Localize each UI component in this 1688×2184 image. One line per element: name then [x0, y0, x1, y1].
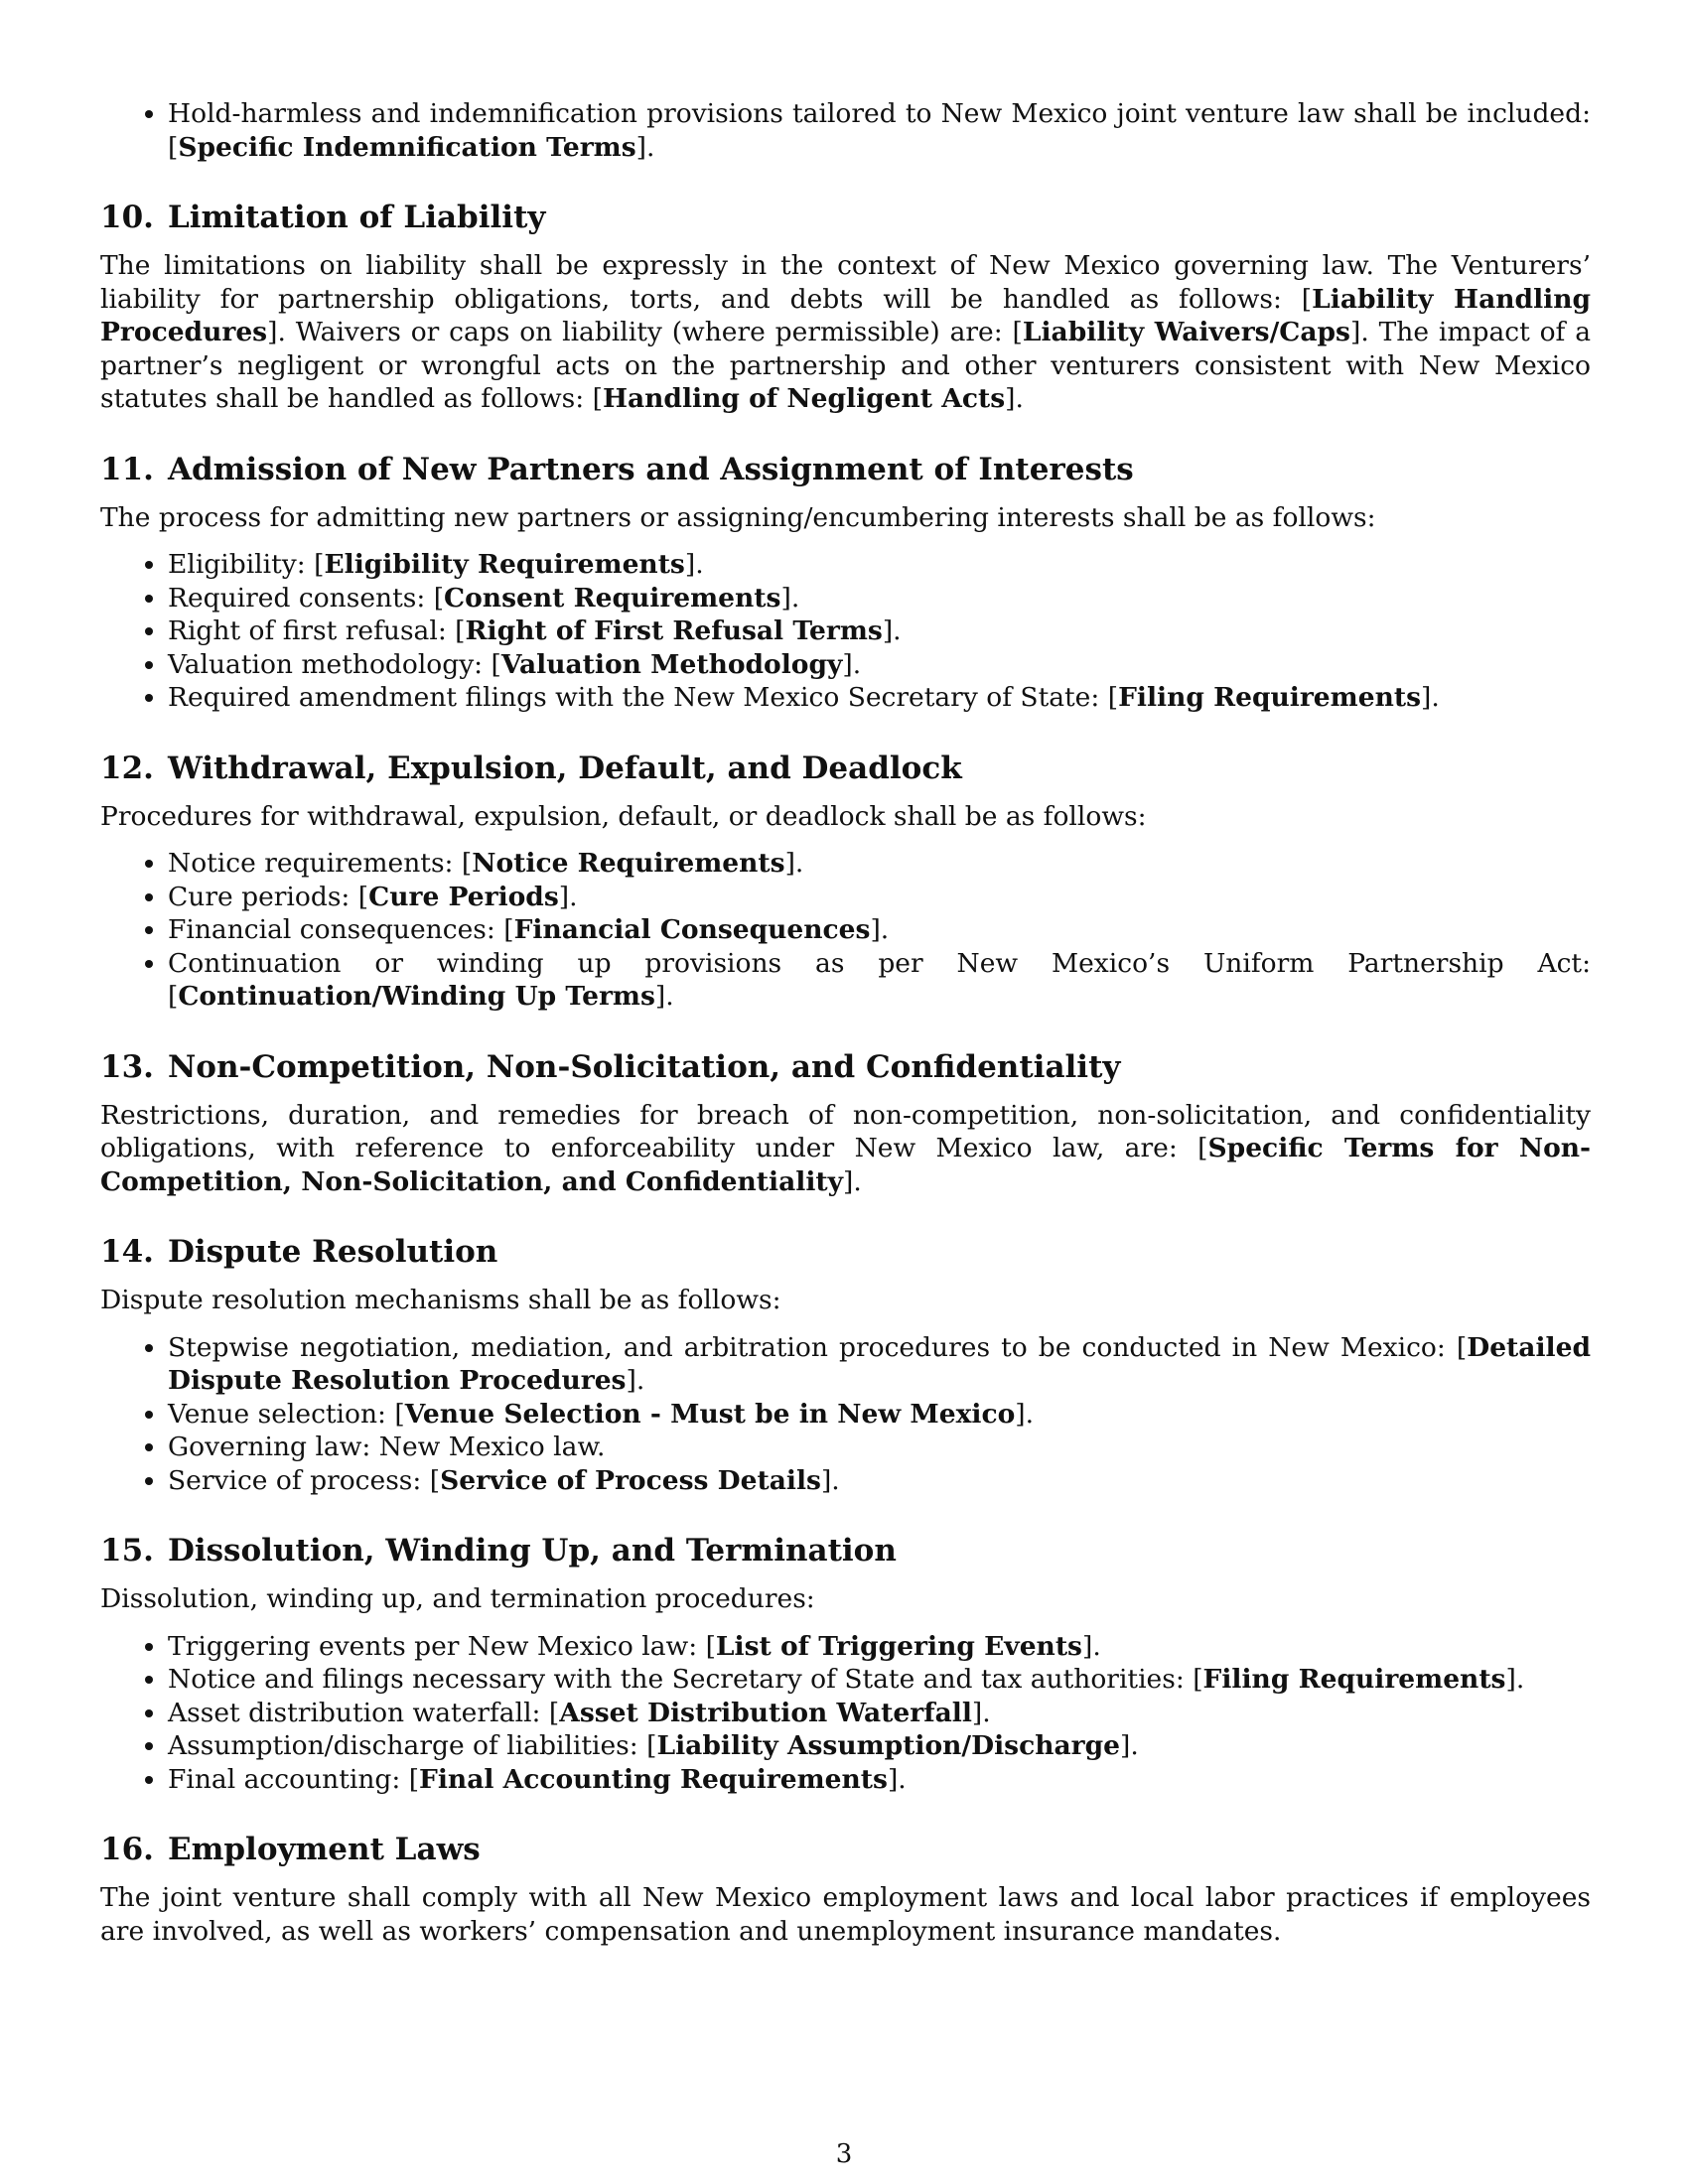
section-paragraph: The joint venture shall comply with all New Mexico employment laws and local labor practices if employees are involved, as well as workers’ compensation and unemployment insurance mandates. [100, 1882, 1591, 1947]
page-number: 3 [835, 2139, 853, 2169]
section-paragraph: Procedures for withdrawal, expulsion, default, or deadlock shall be as follows: [100, 800, 1147, 832]
list-item: • Eligibility: [Eligibility Requirements]. [168, 548, 1591, 582]
bullet-list [100, 1331, 1591, 1498]
section-paragraph: The process for admitting new partners or assigning/encumbering interests shall be as follows: [100, 501, 1376, 533]
section-number: 11. [100, 451, 154, 487]
section-title: Limitation of Liability [167, 200, 546, 235]
bullet-list [100, 847, 1591, 1014]
bullet-list [100, 1630, 1591, 1797]
section-heading [100, 1531, 1591, 1570]
list-item: • Asset distribution waterfall: [Asset Distribution Waterfall]. [168, 1697, 1591, 1730]
section-paragraph: Restrictions, duration, and remedies for breach of non-competition, non-solicitation, and confidentiality obligations, with reference to enforceability under New Mexico law, are: [Specific Terms for Non-Competition, Non-Solicitation, and Confidentiality]. [100, 1099, 1592, 1197]
section-title: Employment Laws [167, 1832, 481, 1867]
list-item: • Notice requirements: [Notice Requirements]. [168, 847, 1591, 881]
list-item: • Notice and filings necessary with the Secretary of State and tax authorities: [Filing Requirements]. [168, 1663, 1591, 1697]
section-heading [100, 749, 1591, 788]
section-10 [100, 198, 1591, 416]
section-paragraph: The limitations on liability shall be expressly in the context of New Mexico governing law. The Venturers’ liability for partnership obligations, torts, and debts will be handled as follows: [Liability Handling Procedures]. Waivers or caps on liability (where permissible) are: [Liability Waivers/Caps]. The impact of a partner’s negligent or wrongful acts on the partnership and other venturers consistent with New Mexico statutes shall be handled as follows: [Handling of Negligent Acts]. [100, 250, 1591, 414]
list-item: • Venue selection: [Venue Selection - Must be in New Mexico]. [168, 1398, 1591, 1432]
top-bullet-list [100, 97, 1591, 164]
section-title: Non-Competition, Non-Solicitation, and Confidentiality [167, 1048, 1121, 1085]
section-title: Admission of New Partners and Assignment of Interests [167, 451, 1134, 487]
section-heading [100, 1830, 1591, 1869]
section-12 [100, 749, 1591, 1014]
list-item: • Financial consequences: [Financial Consequences]. [168, 913, 1591, 947]
section-paragraph: Dispute resolution mechanisms shall be as follows: [100, 1285, 781, 1315]
section-16 [100, 1830, 1591, 1948]
section-13 [100, 1047, 1591, 1199]
section-heading [100, 1232, 1591, 1272]
list-item: • Governing law: New Mexico law. [168, 1431, 1591, 1464]
sections-container [100, 198, 1591, 1948]
list-item: • Continuation or winding up provisions as per New Mexico’s Uniform Partnership Act: [Continuation/Winding Up Terms]. [168, 947, 1591, 1014]
document-page [100, 97, 1591, 1958]
section-heading [100, 450, 1591, 489]
section-title: Dispute Resolution [167, 1234, 498, 1270]
list-item: • Required amendment filings with the New Mexico Secretary of State: [Filing Requirements]. [168, 681, 1591, 715]
section-title: Dissolution, Winding Up, and Termination [167, 1533, 897, 1569]
section-heading [100, 198, 1591, 237]
section-number: 12. [100, 750, 154, 786]
section-11 [100, 450, 1591, 715]
list-item: • Service of process: [Service of Process Details]. [168, 1464, 1591, 1498]
list-item: • Cure periods: [Cure Periods]. [168, 881, 1591, 914]
section-number: 13. [100, 1048, 154, 1085]
list-item: • Final accounting: [Final Accounting Requirements]. [168, 1763, 1591, 1797]
list-item: • Valuation methodology: [Valuation Methodology]. [168, 648, 1591, 682]
bullet-list [100, 548, 1591, 715]
list-item: • Required consents: [Consent Requirements]. [168, 582, 1591, 615]
section-heading [100, 1047, 1591, 1087]
section-number: 15. [100, 1533, 154, 1569]
section-number: 10. [100, 200, 154, 235]
section-14 [100, 1232, 1591, 1497]
section-number: 16. [100, 1832, 154, 1867]
section-paragraph: Dissolution, winding up, and termination procedures: [100, 1583, 815, 1614]
section-15 [100, 1531, 1591, 1796]
section-title: Withdrawal, Expulsion, Default, and Deadlock [167, 750, 962, 786]
list-item: • Triggering events per New Mexico law: [List of Triggering Events]. [168, 1630, 1591, 1664]
list-item: • Hold-harmless and indemnification provisions tailored to New Mexico joint venture law shall be included: [Specific Indemnification Terms]. [168, 97, 1591, 164]
list-item: • Right of first refusal: [Right of First Refusal Terms]. [168, 614, 1591, 648]
list-item: • Assumption/discharge of liabilities: [Liability Assumption/Discharge]. [168, 1729, 1591, 1763]
section-number: 14. [100, 1234, 154, 1270]
list-item: • Stepwise negotiation, mediation, and arbitration procedures to be conducted in New Mexico: [Detailed Dispute Resolution Procedures]. [168, 1331, 1591, 1398]
